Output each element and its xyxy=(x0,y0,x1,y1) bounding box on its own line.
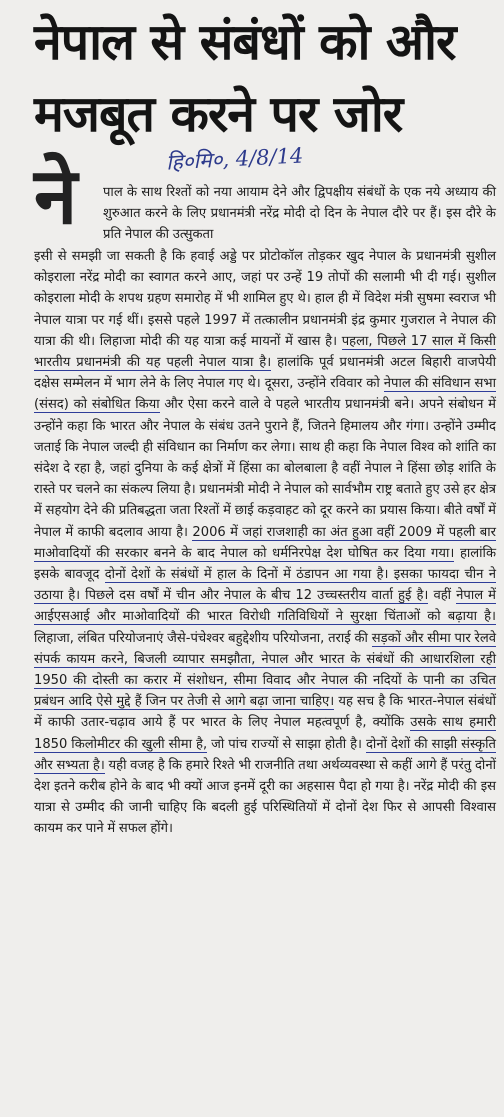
body-part-5: वहीं xyxy=(433,588,452,604)
handwritten-date-note: हि०मि०, 4/8/14 xyxy=(165,143,304,175)
underlined-passage-1: पहला, पिछले 17 साल में किसी भारतीय प्रधानमंत्री की यह पहली नेपाल यात्रा है। xyxy=(34,333,496,371)
headline-line-1: नेपाल से संबंधों को और xyxy=(34,13,456,71)
body-part-7: यह सच है कि भारत-नेपाल संबंधों में काफी उतार-चढ़ाव आये हैं पर भारत के लिए नेपाल महत्वपूर्ण है, क्योंकि xyxy=(34,694,496,731)
headline-line-2: मजबूत करने पर जोर xyxy=(34,85,403,143)
body-part-1: इसी से समझी जा सकती है कि हवाई अड्डे पर प्रोटोकॉल तोड़कर खुद नेपाल के प्रधानमंत्री सुशील कोइराला नरेंद्र मोदी का स्वागत करने आए, जहां पर उन्हें 19 तोपों की सलामी भी दी गई। सुशील कोइराला मोदी के शपथ ग्रहण समारोह में भी शामिल हुए थे। हाल ही में विदेश मंत्री सुषमा स्वराज भी नेपाल यात्रा पर गई थीं। इससे पहले 1997 में तत्कालीन प्रधानमंत्री इंद्र कुमार गुजराल ने नेपाल की यात्रा की थी। लिहाजा मोदी की यह यात्रा कई मायनों में खास है। xyxy=(34,249,496,349)
body-part-3: और ऐसा करने वाले वे पहले भारतीय प्रधानमंत्री बने। अपने संबोधन में उन्होंने कहा कि भारत और नेपाल के संबंध उतने पुराने हैं, जितने हिमालय और गंगा। उन्होंने उम्मीद जताई कि नेपाल जल्दी ही संविधान का निर्माण कर लेगा। साथ ही कहा कि नेपाल विश्व को शांति का संदेश दे रहा है, जहां दुनिया के कई क्षेत्रों में हिंसा का बोलबाला है वहीं नेपाल ने हिंसा छोड़ शांति के रास्ते पर चलने का संकल्प लिया है। प्रधानमंत्री मोदी ने नेपाल को सार्वभौम राष्ट्र बताते हुए उसे हर क्षेत्र में सहयोग देने की प्रतिबद्धता जता रिश्तों में छाई कड़वाहट को दूर करने का प्रयास किया। बीते वर्षों में नेपाल में काफी बदलाव आया है। xyxy=(34,397,496,540)
underlined-passage-8: दोनों देशों की साझी संस्कृति और सभ्यता है। xyxy=(34,736,496,773)
underlined-passage-4: दोनों देशों के संबंधों में हाल के दिनों में ठंडापन आ गया है। इसका फायदा चीन ने उठाया है। पिछले दस वर्षों में चीन और नेपाल के बीच 12 उच्चस्तरीय वार्ता हुई है। xyxy=(34,567,496,604)
underlined-passage-2: नेपाल की संविधान सभा (संसद) को संबोधित किया xyxy=(34,376,496,413)
underlined-passage-3: 2006 में जहां राजशाही का अंत हुआ वहीं 2009 में पहली बार माओवादियों की सरकार बनने के बाद नेपाल को धर्मनिरपेक्ष देश घोषित कर दिया गया। xyxy=(34,524,496,561)
underlined-passage-6: सड़कों और सीमा पार रेलवे संपर्क कायम करने, बिजली व्यापार समझौता, नेपाल और भारत के संबंधों की आधारशिला रही 1950 की दोस्ती का करार में संशोधन, सीमा विवाद और नेपाल की नदियों के पानी का उचित प्रबंधन आदि ऐसे मुद्दे हैं जिन पर तेजी से आगे बढ़ा जाना चाहिए। xyxy=(34,630,496,710)
body-part-2: हालांकि पूर्व प्रधानमंत्री अटल बिहारी वाजपेयी दक्षेस सम्मेलन में भाग लेने के लिए नेपाल गए थे। दूसरा, उन्होंने रविवार को xyxy=(34,355,497,392)
body-part-6: लिहाजा, लंबित परियोजनाएं जैसे-पंचेश्वर बहुद्देशीय परियोजना, तराई की xyxy=(34,630,368,646)
drop-cap: ने xyxy=(34,152,78,242)
article-body xyxy=(34,246,496,840)
body-part-4: हालांकि इसके बावजूद xyxy=(34,545,496,583)
article-intro: पाल के साथ रिश्तों को नया आयाम देने और द्विपक्षीय संबंधों के एक नये अध्याय की शुरुआत करने के लिए प्रधानमंत्री नरेंद्र मोदी दो दिन के नेपाल दौरे पर हैं। इस दौरे के प्रति नेपाल की उत्सुकता xyxy=(103,185,496,243)
body-part-8: जो पांच राज्यों से साझा होती है। xyxy=(211,736,362,752)
underlined-passage-7: उसके साथ हमारी 1850 किलोमीटर की खुली सीमा है, xyxy=(34,715,496,752)
headline xyxy=(34,6,500,150)
underlined-passage-5: नेपाल में आईएसआई और माओवादियों की भारत विरोधी गतिविधियों ने सुरक्षा चिंताओं को बढ़ाया है। xyxy=(34,588,496,625)
body-part-9: यही वजह है कि हमारे रिश्ते भी राजनीति तथा अर्थव्यवस्था से कहीं आगे हैं परंतु दोनों देश इतने करीब होने के बाद भी क्यों आज इनमें दूरी का अहसास पैदा हो गया है। नरेंद्र मोदी की इस यात्रा से उम्मीद की जानी चाहिए कि बदली हुई परिस्थितियों में दोनों देश फिर से आपसी विश्वास कायम कर पाने में सफल होंगे। xyxy=(34,757,496,837)
